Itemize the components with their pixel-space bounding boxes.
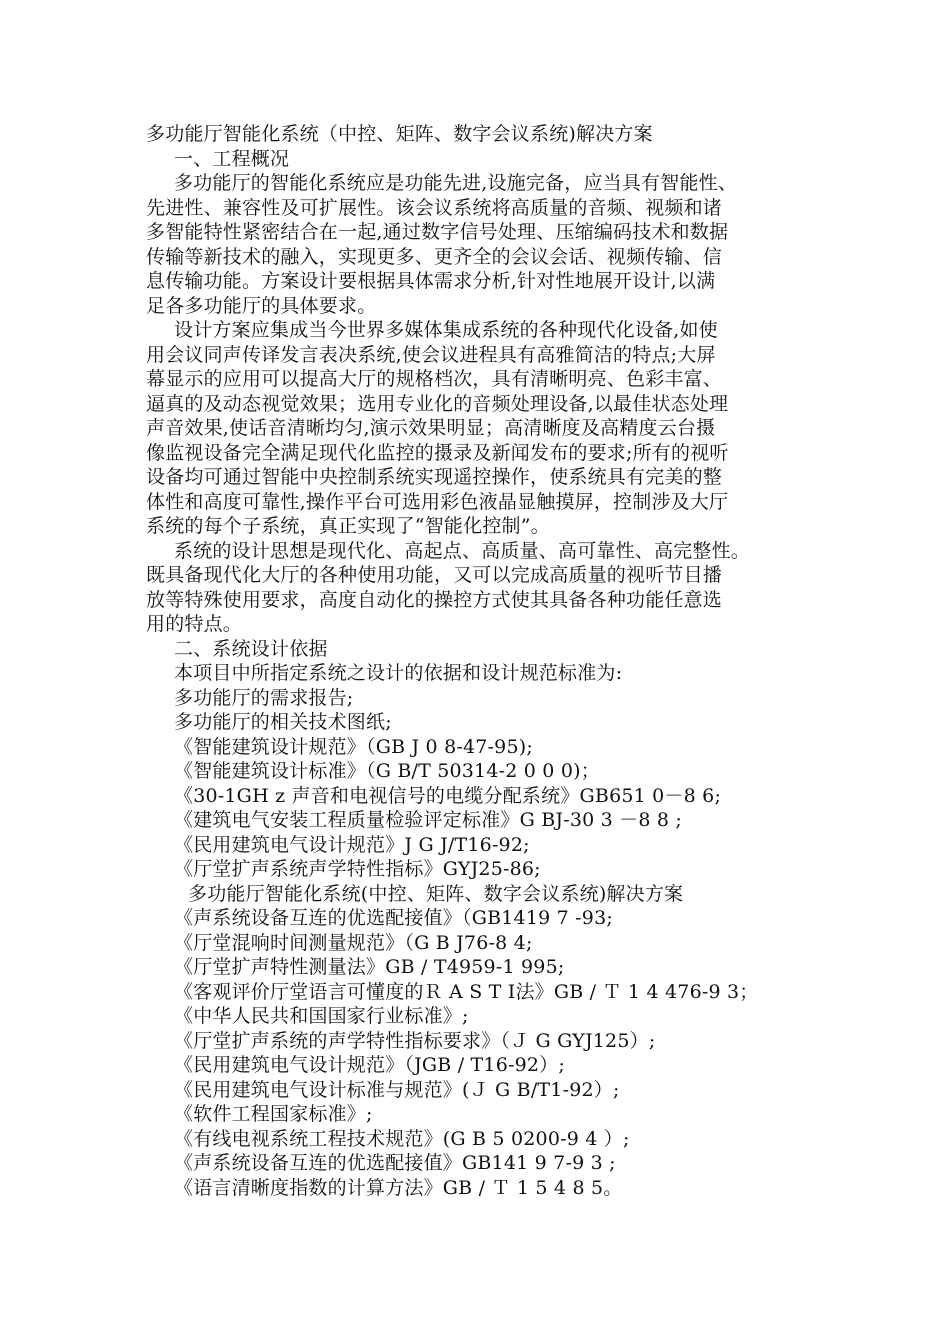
list-item: 《30-1GH z 声音和电视信号的电缆分配系统》GB651 0－8 6; xyxy=(174,784,722,807)
paragraph-line: 息传输功能。方案设计要根据具体需求分析,针对性地展开设计,以满 xyxy=(146,270,716,292)
list-item: 《智能建筑设计标准》（G B/T 50314-2 0 0 0)； xyxy=(174,760,600,782)
list-item: 《智能建筑设计规范》（GB J 0 8-47-95); xyxy=(174,735,533,758)
list-item: 《语言清晰度指数的计算方法》GB / Ｔ 1 5 4 8 5。 xyxy=(174,1176,623,1199)
list-item: 《民用建筑电气设计规范》（JGB / T16-92）; xyxy=(174,1054,565,1076)
list-item: 《民用建筑电气设计规范》J G J/T16-92; xyxy=(174,833,530,856)
section-heading-overview: 一、工程概况 xyxy=(174,147,290,170)
paragraph-line: 足各多功能厅的具体要求。 xyxy=(146,294,377,317)
paragraph-line: 既具备现代化大厅的各种使用功能，又可以完成高质量的视听节目播 xyxy=(146,564,723,586)
paragraph-line: 系统的每个子系统，真正实现了“智能化控制”。 xyxy=(146,515,550,537)
document-body xyxy=(146,122,816,1200)
list-item: 《厅堂混响时间测量规范》（G B J76-8 4; xyxy=(174,931,533,954)
paragraph-line: 先进性、兼容性及可扩展性。该会议系统将高质量的音频、视频和诸 xyxy=(146,196,723,219)
paragraph-line: 放等特殊使用要求，高度自动化的操控方式使其具备各种功能任意选 xyxy=(146,588,723,611)
list-item: 《有线电视系统工程技术规范》(G B 5 0200-9 4 ）; xyxy=(174,1127,630,1150)
list-item: 《客观评价厅堂语言可懂度的Ｒ A S T I法》GB / Ｔ 1 4 476-9 3； xyxy=(174,980,759,1003)
paragraph-line: 幕显示的应用可以提高大厅的规格档次，具有清晰明亮、色彩丰富、 xyxy=(146,368,723,390)
paragraph-line: 声音效果,使话音清晰均匀,演示效果明显；高清晰度及高精度云台摄 xyxy=(146,417,716,439)
paragraph-line: 系统的设计思想是现代化、高起点、高质量、高可靠性、高完整性。 xyxy=(174,539,751,562)
document-title: 多功能厅智能化系统（中控、矩阵、数字会议系统)解决方案 xyxy=(146,123,653,145)
paragraph-line: 传输等新技术的融入，实现更多、更齐全的会议会话、视频传输、信 xyxy=(146,245,723,268)
list-item: 《厅堂扩声特性测量法》GB / T4959-1 995; xyxy=(174,956,565,978)
repeated-title: 多功能厅智能化系统(中控、矩阵、数字会议系统)解决方案 xyxy=(188,882,684,905)
paragraph-line: 设计方案应集成当今世界多媒体集成系统的各种现代化设备,如使 xyxy=(174,319,718,341)
paragraph-line: 逼真的及动态视觉效果；选用专业化的音频处理设备,以最佳状态处理 xyxy=(146,392,729,415)
paragraph-line: 多功能厅的智能化系统应是功能先进,设施完备，应当具有智能性、 xyxy=(174,172,738,194)
list-item: 《中华人民共和国国家行业标准》; xyxy=(174,1005,469,1027)
list-item: 《建筑电气安装工程质量检验评定标准》G BJ-30 3 －8 8 ; xyxy=(174,809,683,831)
paragraph-line: 体性和高度可靠性,操作平台可选用彩色液晶显触摸屏，控制涉及大厅 xyxy=(146,490,729,513)
paragraph-line: 像监视设备完全满足现代化监控的摄录及新闻发布的要求;所有的视听 xyxy=(146,441,729,464)
paragraph-line: 多智能特性紧密结合在一起,通过数字信号处理、压缩编码技术和数据 xyxy=(146,221,729,243)
list-item: 多功能厅的相关技术图纸; xyxy=(174,711,392,733)
list-item: 《声系统设备互连的优选配接值》（GB1419 7 -93; xyxy=(174,907,613,929)
paragraph-line: 用的特点。 xyxy=(146,613,243,635)
section-intro: 本项目中所指定系统之设计的依据和设计规范标准为: xyxy=(174,662,623,684)
list-item: 《厅堂扩声系统声学特性指标》GYJ25-86; xyxy=(174,858,541,880)
list-item: 《民用建筑电气设计标准与规范》(Ｊ G B/T1-92）; xyxy=(174,1078,620,1101)
list-item: 《软件工程国家标准》; xyxy=(174,1103,373,1125)
paragraph-line: 用会议同声传译发言表决系统,使会议进程具有高雅简洁的特点;大屏 xyxy=(146,343,716,366)
list-item: 《声系统设备互连的优选配接值》GB141 9 7-9 3 ; xyxy=(174,1152,616,1174)
section-heading-basis: 二、系统设计依据 xyxy=(174,637,328,660)
list-item: 多功能厅的需求报告; xyxy=(174,686,354,709)
list-item: 《厅堂扩声系统的声学特性指标要求》（Ｊ G GYJ125）; xyxy=(174,1029,656,1052)
paragraph-line: 设备均可通过智能中央控制系统实现遥控操作，使系统具有完美的整 xyxy=(146,466,723,488)
